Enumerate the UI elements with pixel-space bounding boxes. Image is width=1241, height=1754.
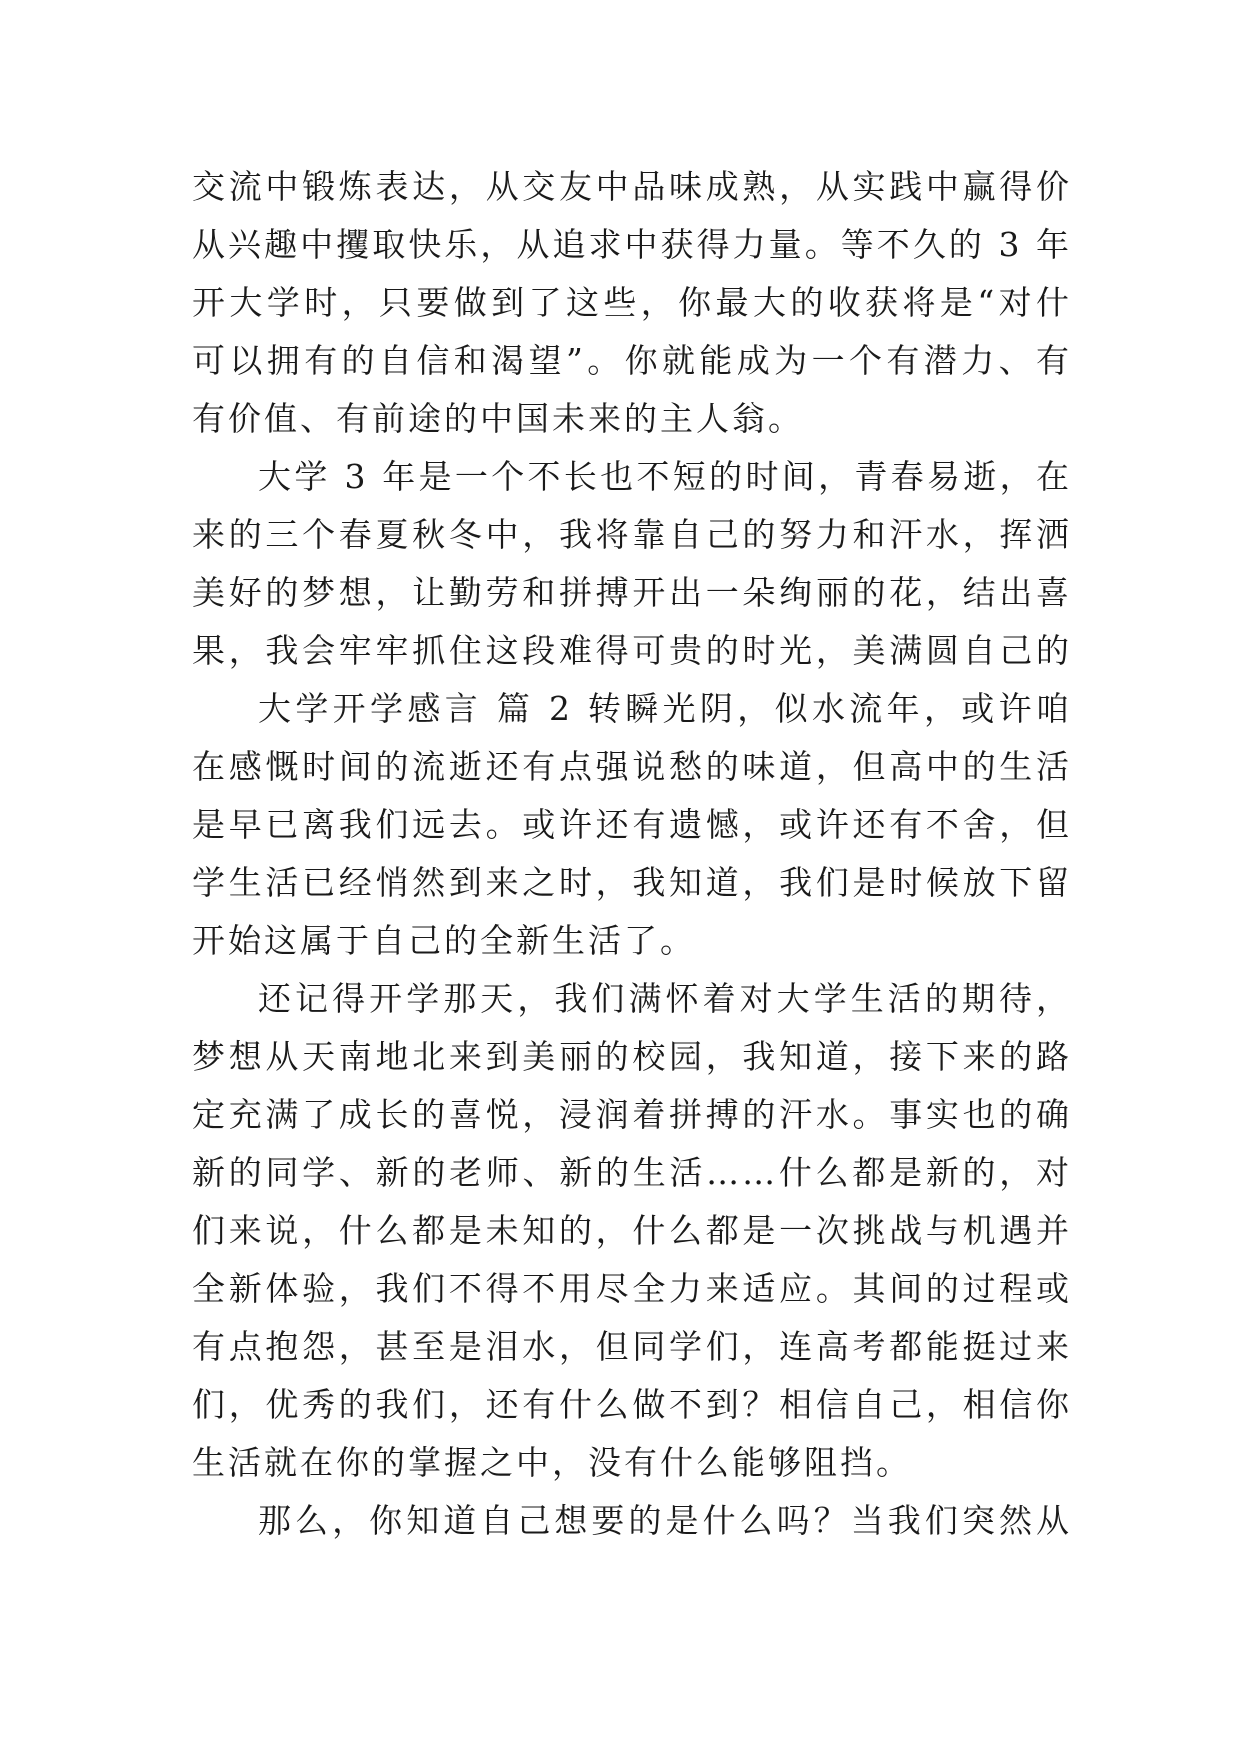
text-line: 还记得开学那天，我们满怀着对大学生活的期待， [258, 979, 1072, 1018]
text-line: 在感慨时间的流逝还有点强说愁的味道，但高中的生活 [192, 747, 1072, 786]
text-line: 果，我会牢牢抓住这段难得可贵的时光，美满圆自己的 [192, 631, 1072, 670]
body-text [192, 158, 1072, 1550]
text-line: 们，优秀的我们，还有什么做不到？相信自己，相信你 [192, 1385, 1072, 1424]
text-line: 来的三个春夏秋冬中，我将靠自己的努力和汗水，挥洒 [192, 515, 1072, 554]
text-line: 是早已离我们远去。或许还有遗憾，或许还有不舍，但 [192, 805, 1072, 844]
text-line: 开始这属于自己的全新生活了。 [192, 921, 696, 960]
text-line: 开大学时，只要做到了这些，你最大的收获将是“对什 [192, 283, 1072, 322]
text-line: 那么，你知道自己想要的是什么吗？当我们突然从 [258, 1501, 1072, 1540]
text-line: 大学开学感言 篇 2 转瞬光阴，似水流年，或许咱 [258, 689, 1072, 728]
text-line: 大学 3 年是一个不长也不短的时间，青春易逝，在 [258, 457, 1072, 496]
text-line: 新的同学、新的老师、新的生活……什么都是新的，对 [192, 1153, 1072, 1192]
text-line: 交流中锻炼表达，从交友中品味成熟，从实践中赢得价 [192, 167, 1072, 206]
text-line: 有点抱怨，甚至是泪水，但同学们，连高考都能挺过来 [192, 1327, 1072, 1366]
text-line: 生活就在你的掌握之中，没有什么能够阻挡。 [192, 1443, 912, 1482]
text-line: 从兴趣中攫取快乐，从追求中获得力量。等不久的 3 年 [192, 225, 1072, 264]
text-line: 有价值、有前途的中国未来的主人翁。 [192, 399, 804, 438]
text-line: 美好的梦想，让勤劳和拼搏开出一朵绚丽的花，结出喜 [192, 573, 1072, 612]
text-line: 学生活已经悄然到来之时，我知道，我们是时候放下留 [192, 863, 1072, 902]
text-line: 们来说，什么都是未知的，什么都是一次挑战与机遇并 [192, 1211, 1072, 1250]
text-line: 可以拥有的自信和渴望”。你就能成为一个有潜力、有 [192, 341, 1072, 380]
text-line: 梦想从天南地北来到美丽的校园，我知道，接下来的路 [192, 1037, 1072, 1076]
text-line: 全新体验，我们不得不用尽全力来适应。其间的过程或 [192, 1269, 1072, 1308]
text-line: 定充满了成长的喜悦，浸润着拼搏的汗水。事实也的确 [192, 1095, 1072, 1134]
